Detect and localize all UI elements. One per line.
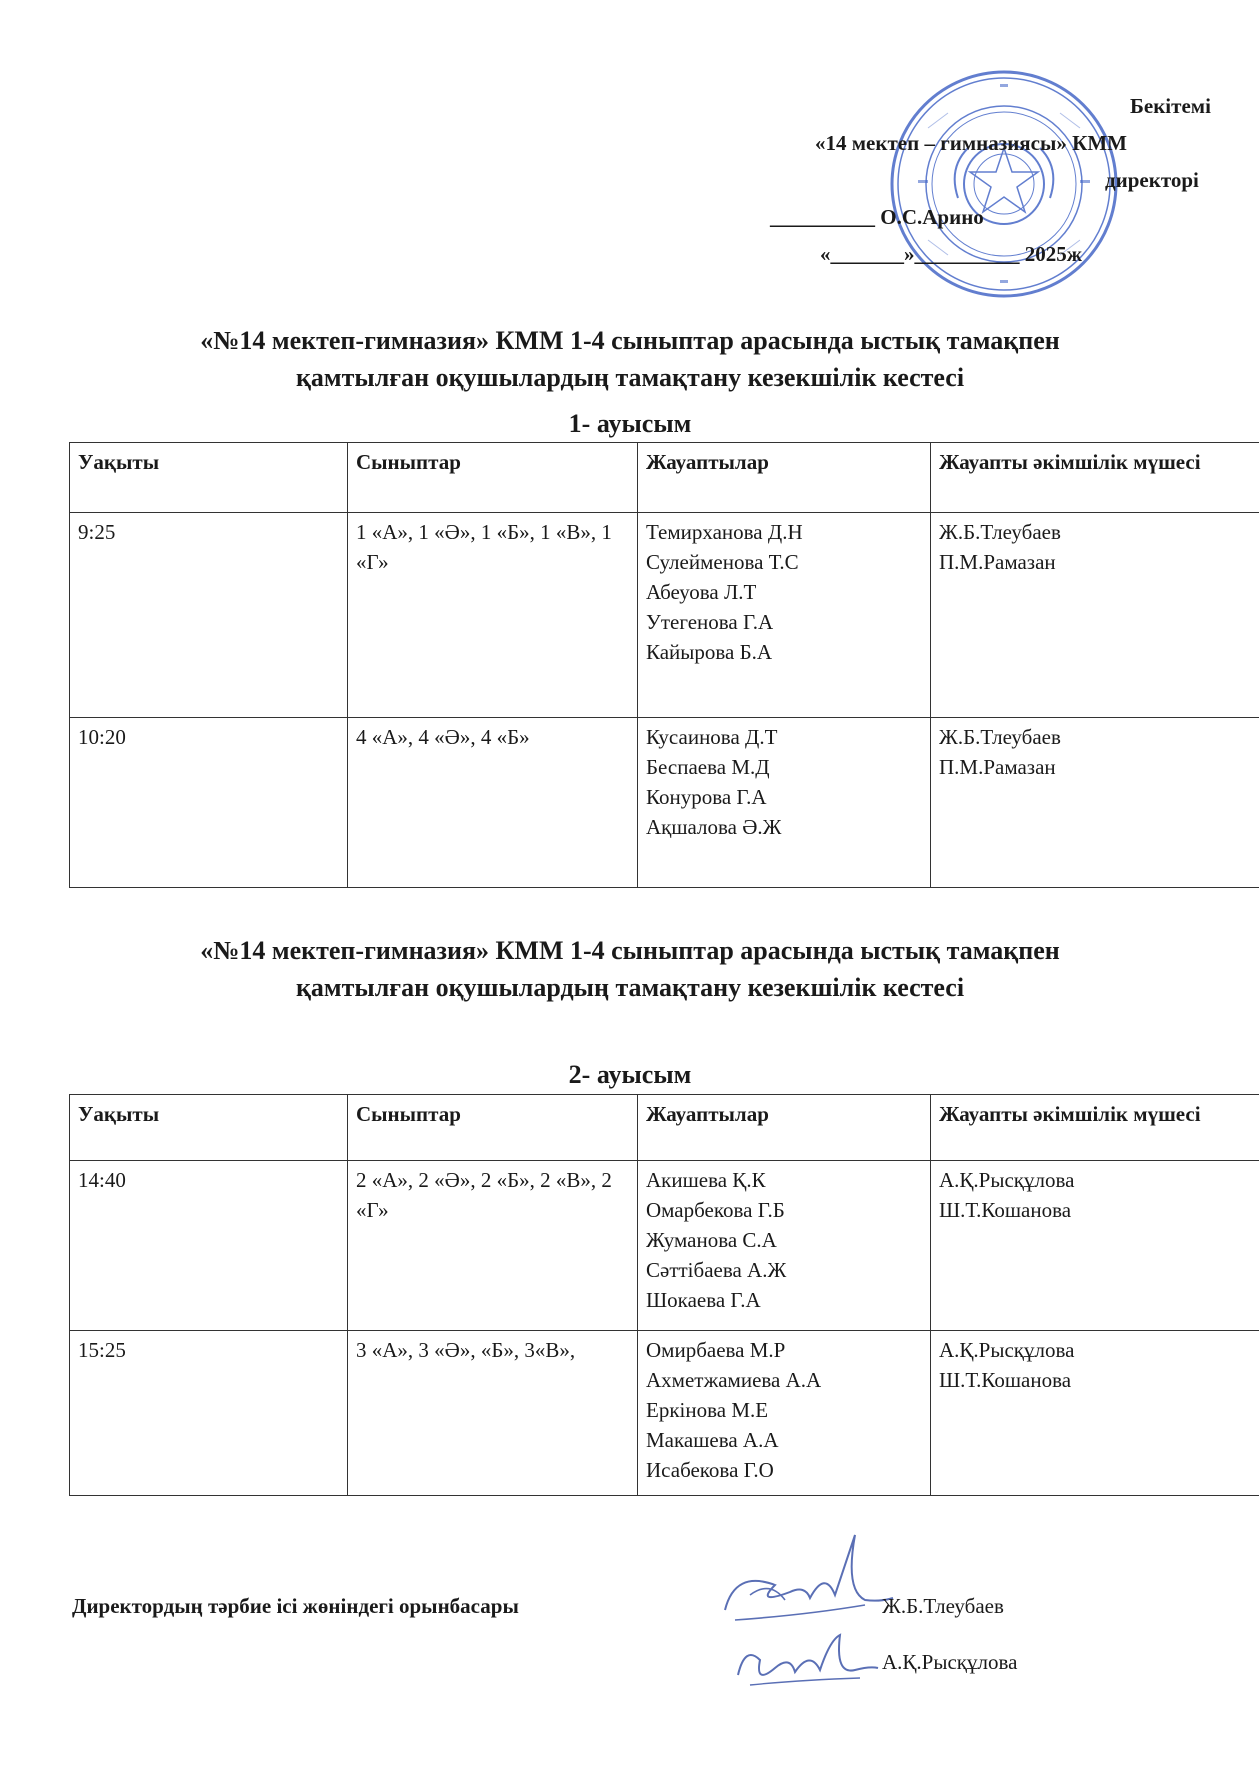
deputy-position: Директордың тәрбие ісі жөніндегі орынбасары bbox=[72, 1594, 519, 1618]
row-responsible bbox=[638, 1331, 931, 1496]
approval-block bbox=[760, 88, 1259, 273]
row-classes: 1 «А», 1 «Ә», 1 «Б», 1 «В», 1 «Г» bbox=[348, 513, 638, 718]
row-classes: 4 «А», 4 «Ә», 4 «Б» bbox=[348, 718, 638, 888]
table-row bbox=[70, 1331, 1259, 1496]
admin-name: Ж.Б.Тлеубаев bbox=[939, 725, 1061, 749]
row-responsible bbox=[638, 1161, 931, 1331]
admin-name: Ш.Т.Кошанова bbox=[939, 1368, 1072, 1392]
signature-2 bbox=[730, 1630, 880, 1700]
admin-name: Ж.Б.Тлеубаев bbox=[939, 520, 1061, 544]
header-admin: Жауапты әкімшілік мүшесі bbox=[931, 443, 1259, 513]
responsible-name: Темирханова Д.Н bbox=[646, 520, 803, 544]
shift-1-label: 1- ауысым bbox=[568, 409, 692, 438]
header-admin: Жауапты әкімшілік мүшесі bbox=[931, 1095, 1259, 1161]
admin-name: П.М.Рамазан bbox=[939, 755, 1056, 779]
header-responsible: Жауаптылар bbox=[638, 1095, 931, 1161]
table-row bbox=[70, 1161, 1259, 1331]
table-header-row bbox=[70, 443, 1259, 513]
row-admin bbox=[931, 513, 1259, 718]
responsible-name: Кусаинова Д.Т bbox=[646, 725, 778, 749]
title-line-2: қамтылған оқушылардың тамақтану кезекшілік кестесі bbox=[295, 363, 965, 392]
responsible-name: Ақшалова Ә.Ж bbox=[646, 815, 782, 839]
responsible-name: Конурова Г.А bbox=[646, 785, 767, 809]
header-time: Уақыты bbox=[70, 443, 348, 513]
responsible-name: Макашева А.А bbox=[646, 1428, 779, 1452]
shift-2-label: 2- ауысым bbox=[568, 1060, 692, 1089]
schedule-table-shift-2 bbox=[69, 1094, 1259, 1496]
header-time: Уақыты bbox=[70, 1095, 348, 1161]
row-time: 9:25 bbox=[70, 513, 348, 718]
signer-name-1: Ж.Б.Тлеубаев bbox=[882, 1594, 1004, 1618]
row-admin bbox=[931, 1161, 1259, 1331]
row-classes: 2 «А», 2 «Ә», 2 «Б», 2 «В», 2 «Г» bbox=[348, 1161, 638, 1331]
responsible-name: Кайырова Б.А bbox=[646, 640, 773, 664]
admin-name: А.Қ.Рысқұлова bbox=[939, 1168, 1075, 1192]
row-responsible bbox=[638, 718, 931, 888]
responsible-name: Сулейменова Т.С bbox=[646, 550, 799, 574]
responsible-name: Беспаева М.Д bbox=[646, 755, 770, 779]
responsible-name: Омирбаева М.Р bbox=[646, 1338, 786, 1362]
header-classes: Сыныптар bbox=[348, 1095, 638, 1161]
title-line-2: қамтылған оқушылардың тамақтану кезекшілік кестесі bbox=[295, 973, 965, 1002]
schedule-table-shift-1 bbox=[69, 442, 1259, 888]
table-row bbox=[70, 513, 1259, 718]
schedule-title-2 bbox=[60, 932, 1200, 1006]
row-time: 14:40 bbox=[70, 1161, 348, 1331]
approval-date-line: «_______»__________ 2025ж bbox=[820, 242, 1082, 266]
responsible-name: Акишева Қ.К bbox=[646, 1168, 766, 1192]
responsible-name: Ахметжамиева А.А bbox=[646, 1368, 822, 1392]
header-responsible: Жауаптылар bbox=[638, 443, 931, 513]
responsible-name: Омарбекова Г.Б bbox=[646, 1198, 785, 1222]
responsible-name: Сәттібаева А.Ж bbox=[646, 1258, 787, 1282]
row-time: 10:20 bbox=[70, 718, 348, 888]
responsible-name: Утегенова Г.А bbox=[646, 610, 774, 634]
responsible-name: Жуманова С.А bbox=[646, 1228, 777, 1252]
row-responsible bbox=[638, 513, 931, 718]
responsible-name: Еркінова М.Е bbox=[646, 1398, 769, 1422]
admin-name: Ш.Т.Кошанова bbox=[939, 1198, 1072, 1222]
admin-name: П.М.Рамазан bbox=[939, 550, 1056, 574]
row-admin bbox=[931, 718, 1259, 888]
admin-name: А.Қ.Рысқұлова bbox=[939, 1338, 1075, 1362]
responsible-name: Исабекова Г.О bbox=[646, 1458, 774, 1482]
table-header-row bbox=[70, 1095, 1259, 1161]
schedule-title-1 bbox=[60, 322, 1200, 396]
title-line-1: «№14 мектеп-гимназия» КММ 1-4 сыныптар арасында ыстық тамақпен bbox=[200, 936, 1060, 965]
approval-signature-line: __________ О.С.Арино bbox=[770, 205, 984, 229]
responsible-name: Абеуова Л.Т bbox=[646, 580, 757, 604]
title-line-1: «№14 мектеп-гимназия» КММ 1-4 сыныптар арасында ыстық тамақпен bbox=[200, 326, 1060, 355]
header-classes: Сыныптар bbox=[348, 443, 638, 513]
table-row bbox=[70, 718, 1259, 888]
approval-word: Бекітемі bbox=[1130, 94, 1211, 118]
responsible-name: Шокаева Г.А bbox=[646, 1288, 761, 1312]
row-time: 15:25 bbox=[70, 1331, 348, 1496]
row-classes: 3 «А», 3 «Ә», «Б», 3«В», bbox=[348, 1331, 638, 1496]
signer-name-2: А.Қ.Рысқұлова bbox=[882, 1650, 1018, 1674]
row-admin bbox=[931, 1331, 1259, 1496]
approval-organization: «14 мектеп – гимназиясы» КММ bbox=[815, 131, 1127, 155]
signature-1 bbox=[715, 1530, 895, 1640]
approval-position: директорі bbox=[1105, 168, 1199, 192]
